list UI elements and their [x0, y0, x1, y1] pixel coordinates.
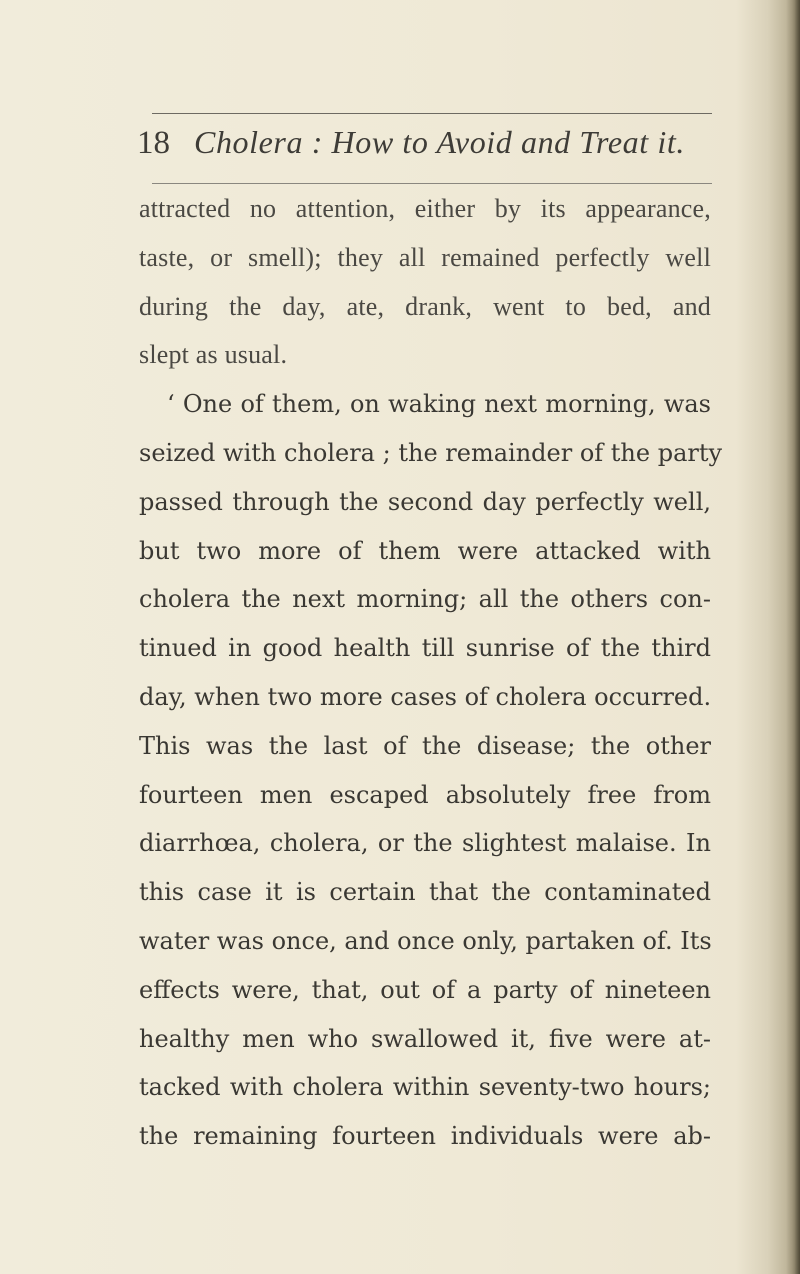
text-line: day, when two more cases of cholera occurred.	[139, 682, 712, 711]
text-line: but two more of them were attacked with	[139, 536, 711, 565]
text-line: healthy men who swallowed it, five were at-	[139, 1024, 711, 1053]
page-edge-shadow	[786, 0, 800, 1274]
text-line: tacked with cholera within seventy-two hours;	[139, 1073, 711, 1102]
text-line: cholera the next morning; all the others con-	[139, 585, 711, 614]
text-line: taste, or smell); they all remained perfectly well	[139, 242, 711, 272]
text-line: this case it is certain that the contaminated	[139, 878, 711, 907]
text-line: passed through the second day perfectly well,	[139, 487, 711, 516]
running-title: Cholera : How to Avoid and Treat it.	[194, 124, 685, 160]
text-line: the remaining fourteen individuals were ab-	[139, 1122, 711, 1151]
text-line: diarrhœa, cholera, or the slightest malaise. In	[139, 829, 711, 858]
text-line: tinued in good health till sunrise of the third	[139, 634, 711, 663]
header-rule-bottom	[152, 183, 712, 184]
text-line: water was once, and once only, partaken of. Its	[139, 926, 712, 955]
text-line: effects were, that, out of a party of nineteen	[139, 975, 711, 1004]
page-header	[137, 124, 685, 170]
text-line: slept as usual.	[139, 340, 288, 370]
body-text	[139, 185, 723, 1161]
header-rule-top	[152, 113, 712, 114]
text-line: ‘ One of them, on waking next morning, was	[167, 390, 711, 419]
page-number: 18	[137, 125, 170, 161]
text-line: during the day, ate, drank, went to bed, and	[139, 291, 711, 321]
text-line: attracted no attention, either by its appearance,	[139, 194, 711, 223]
text-line: seized with cholera ; the remainder of the party	[139, 438, 723, 467]
text-line: fourteen men escaped absolutely free from	[139, 780, 711, 809]
text-line: This was the last of the disease; the other	[139, 731, 711, 760]
